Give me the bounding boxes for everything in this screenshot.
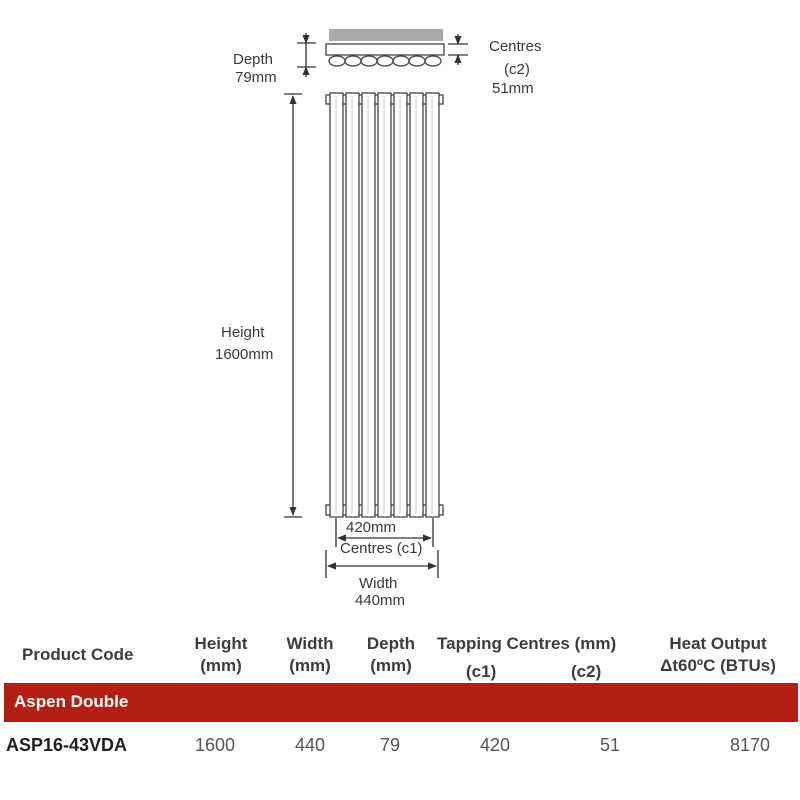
cell-c1: 420 [479, 735, 511, 755]
cell-heat-output: 8170 [729, 735, 771, 755]
header-heat-output-unit: Δt60ºC (BTUs) [660, 656, 776, 675]
header-c1: (c1) [466, 662, 497, 681]
cell-height: 1600 [194, 735, 236, 755]
top-view-header [326, 44, 444, 55]
radiator-front-view [326, 93, 443, 517]
header-depth-unit: (mm) [370, 656, 412, 675]
centres-c1-label: Centres (c1) [340, 540, 423, 557]
header-height [185, 634, 257, 676]
header-height-unit: (mm) [200, 656, 242, 675]
width-label: Width [359, 575, 398, 592]
centres-c2-label: Centres [489, 38, 542, 55]
header-tapping-centres: Tapping Centres (mm) [437, 634, 617, 653]
header-c2: (c2) [571, 662, 602, 681]
cell-c2: 51 [599, 735, 621, 755]
cell-product-code: ASP16-43VDA [6, 735, 128, 755]
cell-width: 440 [294, 735, 326, 755]
centres-c2-label-sub: (c2) [504, 61, 530, 78]
cell-depth: 79 [379, 735, 401, 755]
header-heat-output [648, 634, 788, 676]
depth-value: 79mm [235, 69, 277, 86]
header-height-title: Height [194, 634, 248, 653]
radiator-top-view [326, 29, 444, 66]
centres-c1-value: 420mm [346, 519, 397, 536]
header-width [275, 634, 345, 676]
depth-label: Depth [233, 51, 274, 68]
product-range-label: Aspen Double [14, 692, 129, 711]
depth-dimension [297, 33, 316, 77]
height-value: 1600mm [215, 346, 274, 363]
header-width-title: Width [286, 634, 334, 653]
header-depth-title: Depth [366, 634, 416, 653]
header-depth [356, 634, 426, 676]
width-value: 440mm [355, 592, 406, 609]
header-width-unit: (mm) [289, 656, 331, 675]
height-dimension [284, 94, 302, 517]
header-heat-output-title: Heat Output [669, 634, 767, 653]
top-view-tubes [329, 56, 441, 66]
height-label: Height [221, 324, 265, 341]
centres-c2-dimension [448, 34, 468, 65]
header-product-code: Product Code [22, 645, 134, 664]
centres-c2-value: 51mm [492, 80, 534, 97]
top-view-wall-bar [329, 29, 443, 41]
